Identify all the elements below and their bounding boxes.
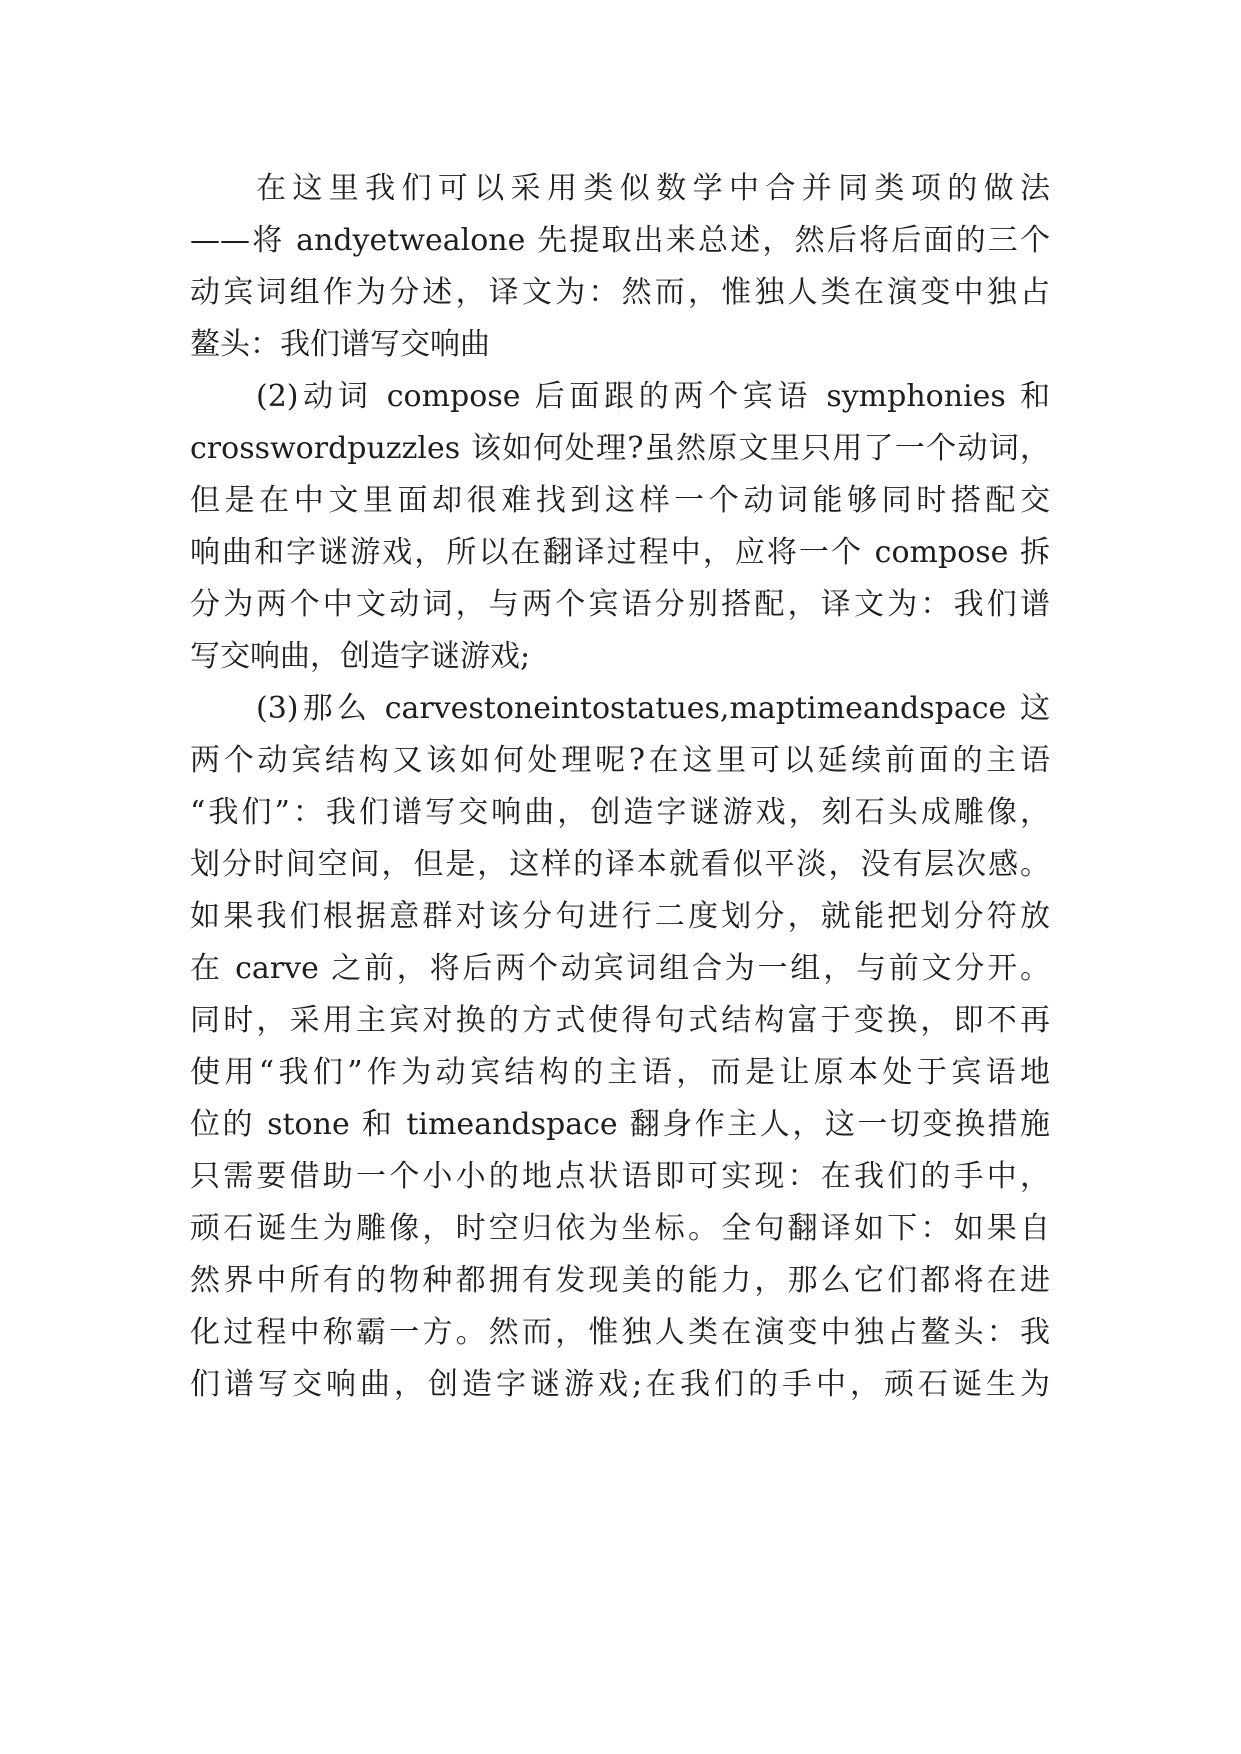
paragraph-line: 但是在中文里面却很难找到这样一个动词能够同时搭配交: [190, 483, 1050, 518]
paragraph-line: 只需要借助一个小小的地点状语即可实现：在我们的手中，: [190, 1159, 1050, 1194]
paragraph-line: 然界中所有的物种都拥有发现美的能力，那么它们都将在进: [190, 1263, 1050, 1298]
paragraph-line: (3)那么 carvestoneintostatues,maptimeandspace 这: [256, 691, 1050, 726]
paragraph-line: 在 carve 之前，将后两个动宾词组合为一组，与前文分开。: [190, 951, 1050, 986]
paragraph-line: 写交响曲，创造字谜游戏;: [190, 639, 531, 674]
paragraph-line: 分为两个中文动词，与两个宾语分别搭配，译文为：我们谱: [190, 587, 1050, 622]
paragraph-line: 顽石诞生为雕像，时空归依为坐标。全句翻译如下：如果自: [190, 1211, 1050, 1246]
paragraph-line: 使用“我们”作为动宾结构的主语，而是让原本处于宾语地: [190, 1055, 1050, 1090]
paragraph-line: 位的 stone 和 timeandspace 翻身作主人，这一切变换措施: [190, 1107, 1050, 1142]
paragraph-line: 鳌头：我们谱写交响曲: [190, 327, 490, 362]
paragraph-line: (2)动词 compose 后面跟的两个宾语 symphonies 和: [256, 379, 1050, 414]
paragraph-line: 两个动宾结构又该如何处理呢?在这里可以延续前面的主语: [190, 743, 1050, 778]
paragraph-line: 同时，采用主宾对换的方式使得句式结构富于变换，即不再: [190, 1003, 1050, 1038]
paragraph-line: 如果我们根据意群对该分句进行二度划分，就能把划分符放: [190, 899, 1050, 934]
paragraph-line: ——将 andyetwealone 先提取出来总述，然后将后面的三个: [190, 223, 1050, 258]
paragraph-line: 化过程中称霸一方。然而，惟独人类在演变中独占鳌头：我: [190, 1315, 1050, 1350]
paragraph-line: “我们”：我们谱写交响曲，创造字谜游戏，刻石头成雕像，: [190, 795, 1050, 830]
paragraph-line: 们谱写交响曲，创造字谜游戏;在我们的手中，顽石诞生为: [190, 1367, 1050, 1402]
paragraph-line: crosswordpuzzles 该如何处理?虽然原文里只用了一个动词，: [190, 431, 1050, 466]
paragraph-line: 响曲和字谜游戏，所以在翻译过程中，应将一个 compose 拆: [190, 535, 1050, 570]
paragraph-line: 划分时间空间，但是，这样的译本就看似平淡，没有层次感。: [190, 847, 1050, 882]
paragraph-line: 在这里我们可以采用类似数学中合并同类项的做法: [256, 171, 1050, 206]
paragraph-line: 动宾词组作为分述，译文为：然而，惟独人类在演变中独占: [190, 275, 1050, 310]
